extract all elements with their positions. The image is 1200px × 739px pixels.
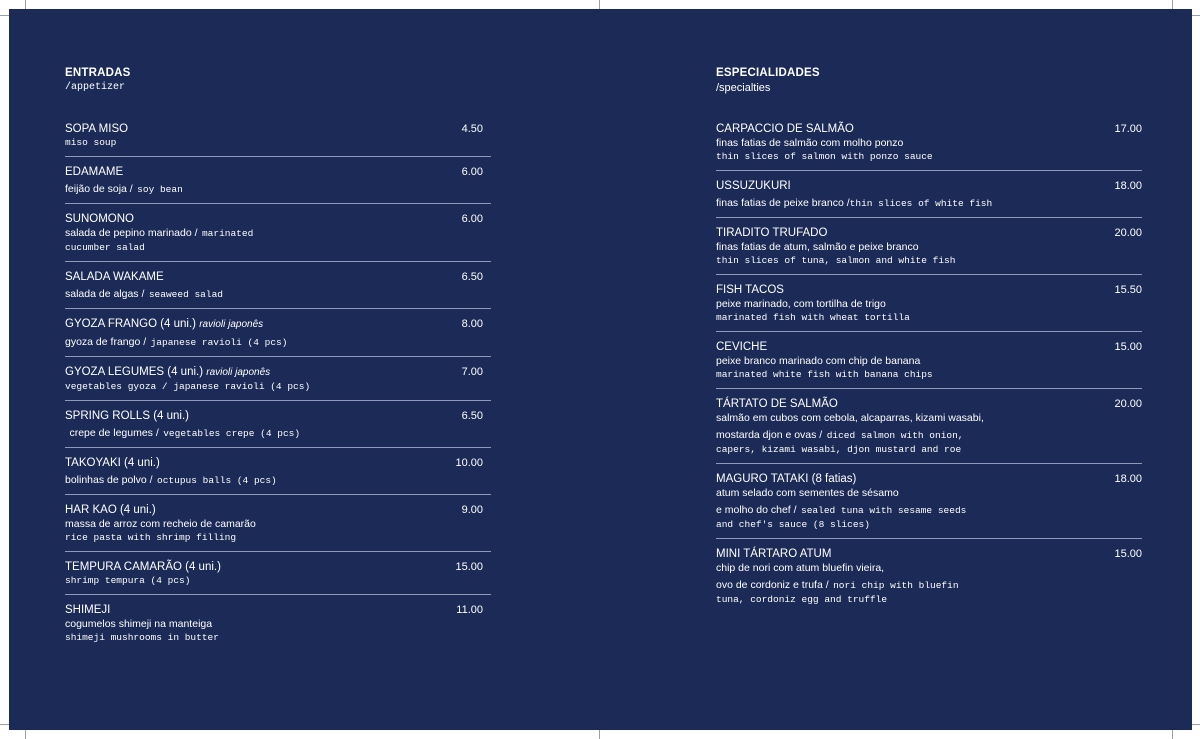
menu-page — [9, 9, 1192, 730]
menu-item — [65, 595, 491, 651]
item-price: 9.00 — [461, 504, 483, 516]
item-english: thin slices of white fish — [849, 198, 993, 209]
item-description: cogumelos shimeji na manteiga — [65, 618, 213, 630]
item-english: seaweed salad — [148, 289, 223, 300]
menu-item — [716, 332, 1142, 389]
item-description: massa de arroz com recheio de camarão — [65, 518, 256, 530]
item-name: CARPACCIO DE SALMÃO — [716, 123, 854, 135]
item-description: peixe branco marinado com chip de banana — [716, 355, 921, 367]
item-description: gyoza de frango / — [65, 336, 147, 348]
menu-item — [65, 262, 491, 309]
item-english: japanese ravioli (4 pcs) — [150, 337, 288, 348]
item-english: rice pasta with shrimp filling — [65, 532, 237, 543]
item-english: vegetables gyoza / japanese ravioli (4 pcs) — [65, 381, 311, 392]
item-english-cont: and chef's sauce (8 slices) — [716, 519, 870, 530]
menu-item — [65, 448, 491, 495]
menu-item — [716, 114, 1142, 171]
item-english: miso soup — [65, 137, 117, 148]
item-name: SHIMEJI — [65, 604, 111, 616]
item-name: MAGURO TATAKI (8 fatias) — [716, 473, 857, 485]
item-price: 4.50 — [461, 123, 483, 135]
item-description-cont: ovo de cordoniz e trufa / — [716, 579, 829, 591]
item-price: 15.00 — [455, 561, 483, 573]
item-name: CEVICHE — [716, 341, 768, 353]
section-title: ENTRADAS — [65, 67, 131, 79]
item-note: ravioli japonês — [199, 319, 264, 330]
menu-item — [65, 157, 491, 204]
item-price: 20.00 — [1114, 398, 1142, 410]
item-description: salada de algas / — [65, 288, 145, 300]
item-price: 18.00 — [1114, 180, 1142, 192]
item-name: TAKOYAKI (4 uni.) — [65, 457, 160, 469]
item-description: finas fatias de peixe branco / — [716, 197, 850, 209]
menu-item — [716, 275, 1142, 332]
item-english: vegetables crepe (4 pcs) — [163, 428, 301, 439]
item-name: TÁRTATO DE SALMÃO — [716, 398, 838, 410]
item-english: soy bean — [137, 184, 183, 195]
item-price: 17.00 — [1114, 123, 1142, 135]
section-title: ESPECIALIDADES — [716, 67, 820, 79]
item-description: finas fatias de salmão com molho ponzo — [716, 137, 904, 149]
item-price: 6.50 — [461, 271, 483, 283]
item-english-cont: capers, kizami wasabi, djon mustard and roe — [716, 444, 962, 455]
section-subtitle: /specialties — [716, 82, 771, 94]
item-price: 10.00 — [455, 457, 483, 469]
item-name: GYOZA FRANGO (4 uni.) — [65, 318, 196, 330]
item-name: MINI TÁRTARO ATUM — [716, 548, 832, 560]
item-name: SOPA MISO — [65, 123, 129, 135]
menu-item — [716, 464, 1142, 539]
item-english-cont: tuna, cordoniz egg and truffle — [716, 594, 888, 605]
item-name: EDAMAME — [65, 166, 124, 178]
item-name: SPRING ROLLS (4 uni.) — [65, 410, 189, 422]
menu-item — [65, 309, 491, 357]
item-price: 6.00 — [461, 213, 483, 225]
menu-item — [65, 401, 491, 448]
item-english: marinated white fish with banana chips — [716, 369, 933, 380]
item-name: FISH TACOS — [716, 284, 784, 296]
item-description: salada de pepino marinado / — [65, 227, 198, 239]
item-name: TIRADITO TRUFADO — [716, 227, 828, 239]
item-english: thin slices of tuna, salmon and white fish — [716, 255, 956, 266]
item-price: 8.00 — [461, 318, 483, 330]
item-english: octupus balls (4 pcs) — [157, 475, 277, 486]
item-name: SALADA WAKAME — [65, 271, 164, 283]
item-description: chip de nori com atum bluefin vieira, — [716, 562, 885, 574]
item-english: shrimp tempura (4 pcs) — [65, 575, 191, 586]
item-price: 20.00 — [1114, 227, 1142, 239]
item-english: marinated fish with wheat tortilla — [716, 312, 910, 323]
item-description: atum selado com sementes de sésamo — [716, 487, 899, 499]
crop-mark — [599, 729, 600, 739]
item-description: feijão de soja / — [65, 183, 133, 195]
item-description-cont: e molho do chef / — [716, 504, 797, 516]
menu-item — [65, 552, 491, 595]
item-price: 15.00 — [1114, 341, 1142, 353]
item-english: marinated — [201, 228, 254, 239]
menu-item — [65, 495, 491, 552]
item-description: salmão em cubos com cebola, alcaparras, kizami wasabi, — [716, 412, 984, 424]
item-price: 6.00 — [461, 166, 483, 178]
item-description: crepe de legumes / — [69, 427, 159, 439]
item-english: thin slices of salmon with ponzo sauce — [716, 151, 933, 162]
item-description: peixe marinado, com tortilha de trigo — [716, 298, 886, 310]
section-subtitle: /appetizer — [65, 82, 126, 93]
item-price: 7.00 — [461, 366, 483, 378]
menu-item — [716, 389, 1142, 464]
menu-item — [716, 218, 1142, 275]
item-price: 15.50 — [1114, 284, 1142, 296]
menu-item — [716, 539, 1142, 613]
item-note: ravioli japonês — [206, 367, 271, 378]
item-english: sealed tuna with sesame seeds — [801, 505, 967, 516]
appetizer-list — [65, 114, 491, 651]
item-description: finas fatias de atum, salmão e peixe branco — [716, 241, 919, 253]
item-price: 15.00 — [1114, 548, 1142, 560]
item-name: HAR KAO (4 uni.) — [65, 504, 156, 516]
menu-item — [65, 204, 491, 262]
item-name: USSUZUKURI — [716, 180, 791, 192]
item-description: bolinhas de polvo / — [65, 474, 153, 486]
item-english-cont: cucumber salad — [65, 242, 145, 253]
menu-item — [65, 114, 491, 157]
item-price: 11.00 — [456, 604, 483, 616]
specialties-list — [716, 114, 1142, 613]
menu-item — [716, 171, 1142, 218]
item-price: 6.50 — [461, 410, 483, 422]
item-english: shimeji mushrooms in butter — [65, 632, 219, 643]
item-price: 18.00 — [1114, 473, 1142, 485]
item-name: SUNOMONO — [65, 213, 134, 225]
item-english: nori chip with bluefin — [833, 580, 959, 591]
item-english: diced salmon with onion, — [826, 430, 964, 441]
item-name: TEMPURA CAMARÃO (4 uni.) — [65, 561, 221, 573]
menu-item — [65, 357, 491, 401]
item-description-cont: mostarda djon e ovas / — [716, 429, 823, 441]
item-name: GYOZA LEGUMES (4 uni.) — [65, 366, 204, 378]
